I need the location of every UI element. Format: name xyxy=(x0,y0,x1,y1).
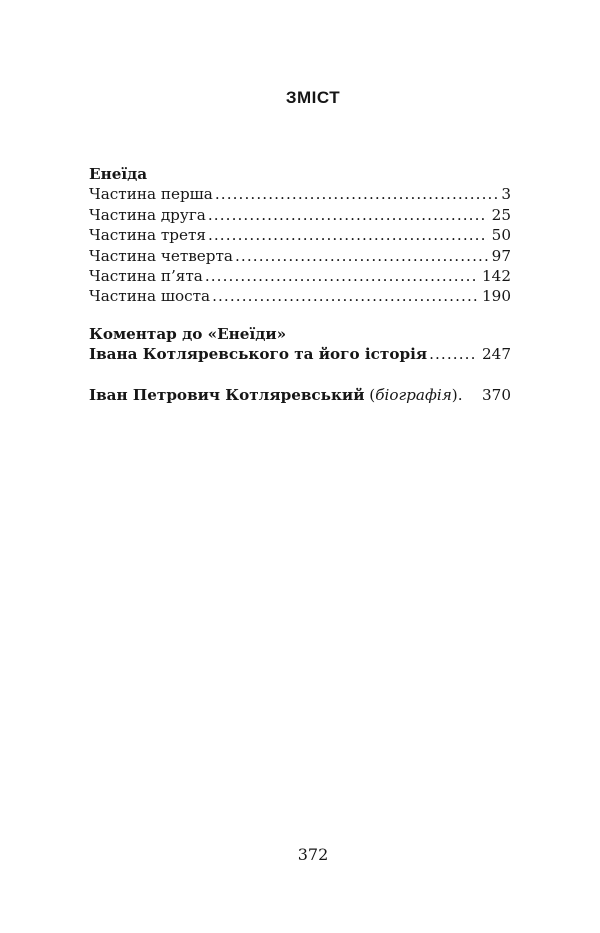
paren-open: ( xyxy=(369,385,376,404)
dot-leader xyxy=(205,266,478,286)
page-title: ЗМІСТ xyxy=(285,88,341,107)
toc-entry[interactable] xyxy=(89,246,511,266)
commentary-heading: Коментар до «Енеїди» xyxy=(89,324,287,343)
entry-label: Частина друга xyxy=(89,205,206,224)
page-number: 372 xyxy=(297,845,329,864)
entry-label: Іван Петрович Котляревський xyxy=(89,385,365,404)
parts-list xyxy=(89,184,511,306)
toc-entry[interactable] xyxy=(89,266,511,286)
paren-close: ) xyxy=(451,385,458,404)
entry-page: 247 xyxy=(482,345,511,364)
dot-leader xyxy=(212,286,478,306)
entry-page: 142 xyxy=(482,266,511,285)
toc-entry[interactable] xyxy=(89,184,511,204)
toc-entry[interactable] xyxy=(89,225,511,245)
entry-label: Івана Котляревського та його історія xyxy=(89,345,428,364)
entry-page: 25 xyxy=(491,205,511,224)
entry-note: біографія xyxy=(375,385,452,404)
entry-page: 50 xyxy=(491,226,511,245)
table-of-contents xyxy=(89,164,511,405)
entry-label: Частина шоста xyxy=(89,287,211,306)
section-heading: Енеїда xyxy=(89,165,148,183)
dot-leader xyxy=(208,225,488,245)
entry-page: 3 xyxy=(501,185,511,204)
entry-page: 190 xyxy=(482,287,511,306)
entry-label: Частина четверта xyxy=(89,246,233,265)
entry-page: 370 xyxy=(482,385,511,404)
toc-entry[interactable] xyxy=(89,205,511,225)
entry-label: Частина третя xyxy=(89,226,206,245)
dot-leader xyxy=(208,205,488,225)
dot-leader xyxy=(429,344,478,364)
entry-page: 97 xyxy=(491,246,511,265)
entry-label: Частина перша xyxy=(89,185,213,204)
toc-entry-commentary[interactable] xyxy=(89,344,511,364)
toc-entry[interactable] xyxy=(89,286,511,306)
dot-leader xyxy=(458,385,464,405)
entry-label: Частина п’ята xyxy=(89,266,203,285)
toc-entry-biography[interactable] xyxy=(89,385,511,405)
dot-leader xyxy=(235,246,488,266)
dot-leader xyxy=(215,184,497,204)
